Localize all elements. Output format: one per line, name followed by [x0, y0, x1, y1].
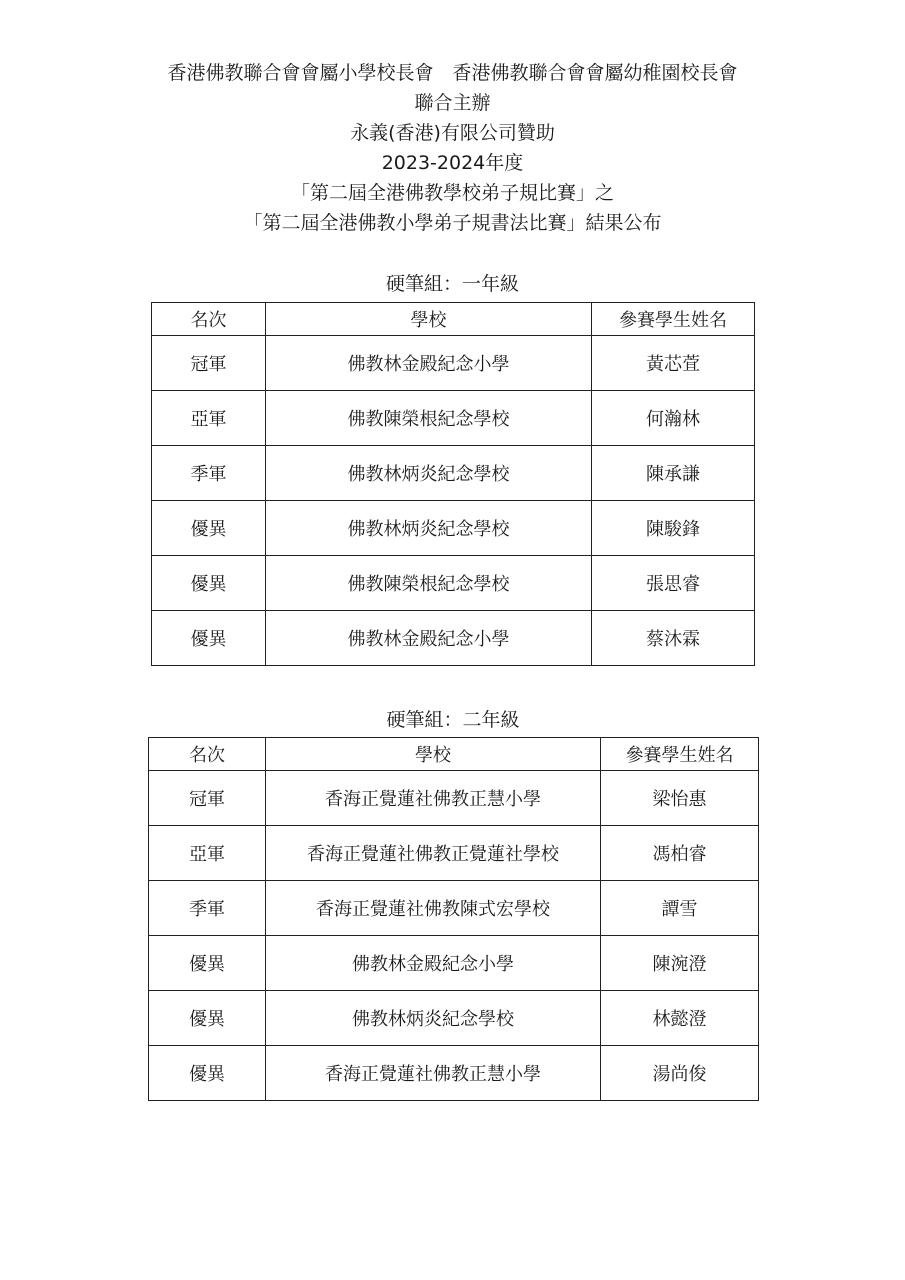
- table-header-row: [152, 303, 755, 336]
- table-row: [149, 826, 759, 881]
- student-cell: 陳駿鋒: [592, 501, 755, 556]
- column-header-school: 學校: [266, 738, 601, 771]
- results-table: [151, 302, 755, 666]
- student-cell: 林懿澄: [601, 991, 759, 1046]
- competition-line: 「第二屆全港佛教學校弟子規比賽」之: [290, 182, 614, 204]
- student-cell: 陳承謙: [592, 446, 755, 501]
- sponsor-line: 永義(香港)有限公司贊助: [350, 122, 555, 144]
- school-cell: 佛教林金殿紀念小學: [266, 936, 601, 991]
- student-cell: 湯尚俊: [601, 1046, 759, 1101]
- rank-cell: 冠軍: [149, 771, 266, 826]
- table-row: [149, 936, 759, 991]
- rank-cell: 優異: [152, 501, 266, 556]
- section-title: 硬筆組：一年級: [385, 273, 519, 295]
- table-row: [152, 501, 755, 556]
- student-cell: 張思睿: [592, 556, 755, 611]
- column-header-school: 學校: [266, 303, 592, 336]
- results-section-grade-1: [151, 270, 754, 666]
- column-header-student: 參賽學生姓名: [601, 738, 759, 771]
- school-cell: 香海正覺蓮社佛教正覺蓮社學校: [266, 826, 601, 881]
- column-header-student: 參賽學生姓名: [592, 303, 755, 336]
- table-row: [152, 336, 755, 391]
- column-header-rank: 名次: [149, 738, 266, 771]
- school-cell: 佛教林炳炎紀念學校: [266, 446, 592, 501]
- results-table: [148, 737, 759, 1101]
- student-cell: 黃芯萓: [592, 336, 755, 391]
- school-cell: 佛教林炳炎紀念學校: [266, 991, 601, 1046]
- year-line: 2023-2024年度: [381, 152, 524, 174]
- rank-cell: 優異: [152, 611, 266, 666]
- section-title: 硬筆組：二年級: [386, 709, 520, 731]
- rank-cell: 優異: [149, 991, 266, 1046]
- rank-cell: 優異: [149, 936, 266, 991]
- rank-cell: 優異: [149, 1046, 266, 1101]
- document-header: [0, 58, 905, 238]
- table-header-row: [149, 738, 759, 771]
- school-cell: 佛教陳榮根紀念學校: [266, 556, 592, 611]
- table-row: [152, 446, 755, 501]
- table-row: [149, 881, 759, 936]
- school-cell: 香海正覺蓮社佛教陳式宏學校: [266, 881, 601, 936]
- school-cell: 香海正覺蓮社佛教正慧小學: [266, 1046, 601, 1101]
- table-row: [149, 771, 759, 826]
- rank-cell: 亞軍: [149, 826, 266, 881]
- school-cell: 香海正覺蓮社佛教正慧小學: [266, 771, 601, 826]
- student-cell: 馮柏睿: [601, 826, 759, 881]
- rank-cell: 優異: [152, 556, 266, 611]
- table-row: [152, 556, 755, 611]
- student-cell: 梁怡惠: [601, 771, 759, 826]
- column-header-rank: 名次: [152, 303, 266, 336]
- school-cell: 佛教林金殿紀念小學: [266, 336, 592, 391]
- school-cell: 佛教陳榮根紀念學校: [266, 391, 592, 446]
- rank-cell: 亞軍: [152, 391, 266, 446]
- student-cell: 何瀚林: [592, 391, 755, 446]
- rank-cell: 冠軍: [152, 336, 266, 391]
- student-cell: 陳涴澄: [601, 936, 759, 991]
- joint-organizer-line: 聯合主辦: [414, 92, 491, 114]
- table-row: [149, 1046, 759, 1101]
- results-section-grade-2: [148, 706, 758, 1101]
- table-row: [152, 611, 755, 666]
- rank-cell: 季軍: [152, 446, 266, 501]
- table-row: [149, 991, 759, 1046]
- result-title-line: 「第二屆全港佛教小學弟子規書法比賽」結果公布: [243, 212, 662, 234]
- table-row: [152, 391, 755, 446]
- organizers-line: 香港佛教聯合會會屬小學校長會 香港佛教聯合會會屬幼稚園校長會: [167, 62, 738, 84]
- student-cell: 譚雪: [601, 881, 759, 936]
- student-cell: 蔡沐霖: [592, 611, 755, 666]
- rank-cell: 季軍: [149, 881, 266, 936]
- school-cell: 佛教林炳炎紀念學校: [266, 501, 592, 556]
- school-cell: 佛教林金殿紀念小學: [266, 611, 592, 666]
